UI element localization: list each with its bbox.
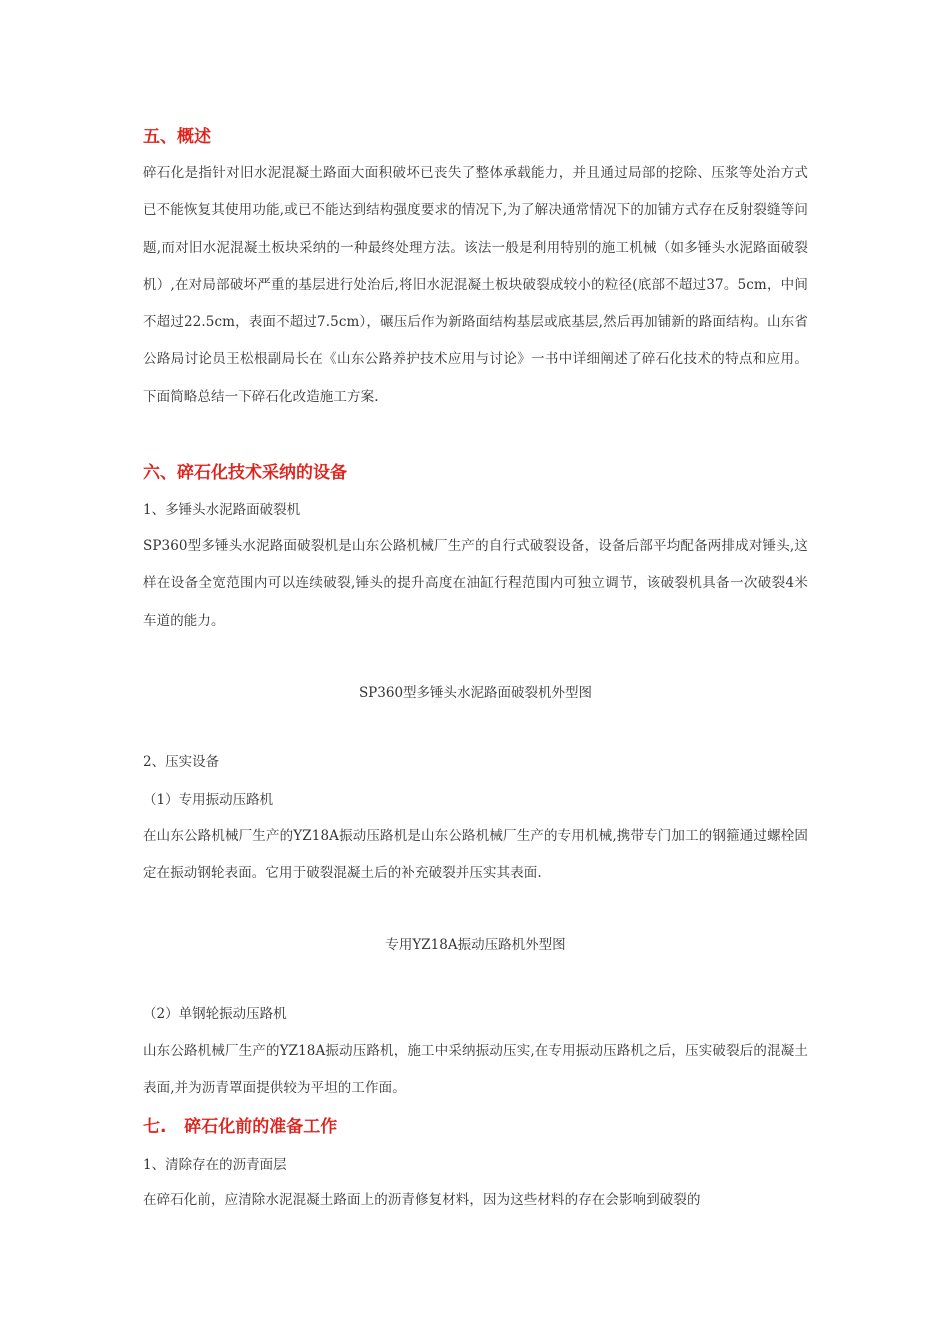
subitem-title-special-roller: （1）专用振动压路机 bbox=[143, 792, 274, 808]
item-title-remove-asphalt: 1、清除存在的沥青面层 bbox=[143, 1157, 287, 1173]
paragraph-remove-asphalt: 在碎石化前，应清除水泥混凝土路面上的沥青修复材料，因为这些材料的存在会影响到破裂的 bbox=[143, 1192, 701, 1208]
paragraph-breaker: SP360型多锤头水泥路面破裂机是山东公路机械厂生产的自行式破裂设备，设备后部平均配备两排成对锤头,这样在设备全宽范围内可以连续破裂,锤头的提升高度在油缸行程范围内可独立调节，该破裂机具备一次破裂4米车道的能力。 bbox=[143, 538, 808, 629]
item-title-breaker: 1、多锤头水泥路面破裂机 bbox=[143, 502, 301, 518]
subitem-title-single-drum-roller: （2）单钢轮振动压路机 bbox=[143, 1006, 287, 1022]
paragraph-special-roller: 在山东公路机械厂生产的YZ18A振动压路机是山东公路机械厂生产的专用机械,携带专门加工的钢箍通过螺栓固定在振动钢轮表面。它用于破裂混凝土后的补充破裂并压实其表面. bbox=[143, 828, 808, 882]
paragraph-single-drum-roller: 山东公路机械厂生产的YZ18A振动压路机，施工中采纳振动压实,在专用振动压路机之后，压实破裂后的混凝土表面,并为沥青罩面提供较为平坦的工作面。 bbox=[143, 1043, 808, 1097]
paragraph-overview: 碎石化是指针对旧水泥混凝土路面大面积破坏已丧失了整体承载能力，并且通过局部的挖除、压浆等处治方式已不能恢复其使用功能,或已不能达到结构强度要求的情况下,为了解决通常情况下的加铺方式存在反射裂缝等问题,而对旧水泥混凝土板块采纳的一种最终处理方法。该法一般是利用特别的施工机械（如多锤头水泥路面破裂机）,在对局部破坏严重的基层进行处治后,将旧水泥混凝土板块破裂成较小的粒径(底部不超过37。5cm，中间不超过22.5cm，表面不超过7.5cm），碾压后作为新路面结构基层或底基层,然后再加铺新的路面结构。山东省公路局讨论员王松根副局长在《山东公路养护技术应用与讨论》一书中详细阐述了碎石化技术的特点和应用。下面简略总结一下碎石化改造施工方案. bbox=[143, 165, 808, 405]
section-heading-equipment: 六、碎石化技术采纳的设备 bbox=[143, 463, 347, 483]
section-heading-overview: 五、概述 bbox=[143, 127, 211, 147]
figure-caption-roller: 专用YZ18A振动压路机外型图 bbox=[385, 937, 566, 953]
section-heading-preparation: 七. 碎石化前的准备工作 bbox=[143, 1117, 338, 1137]
figure-caption-breaker: SP360型多锤头水泥路面破裂机外型图 bbox=[358, 685, 593, 701]
item-title-compaction: 2、压实设备 bbox=[143, 754, 220, 770]
